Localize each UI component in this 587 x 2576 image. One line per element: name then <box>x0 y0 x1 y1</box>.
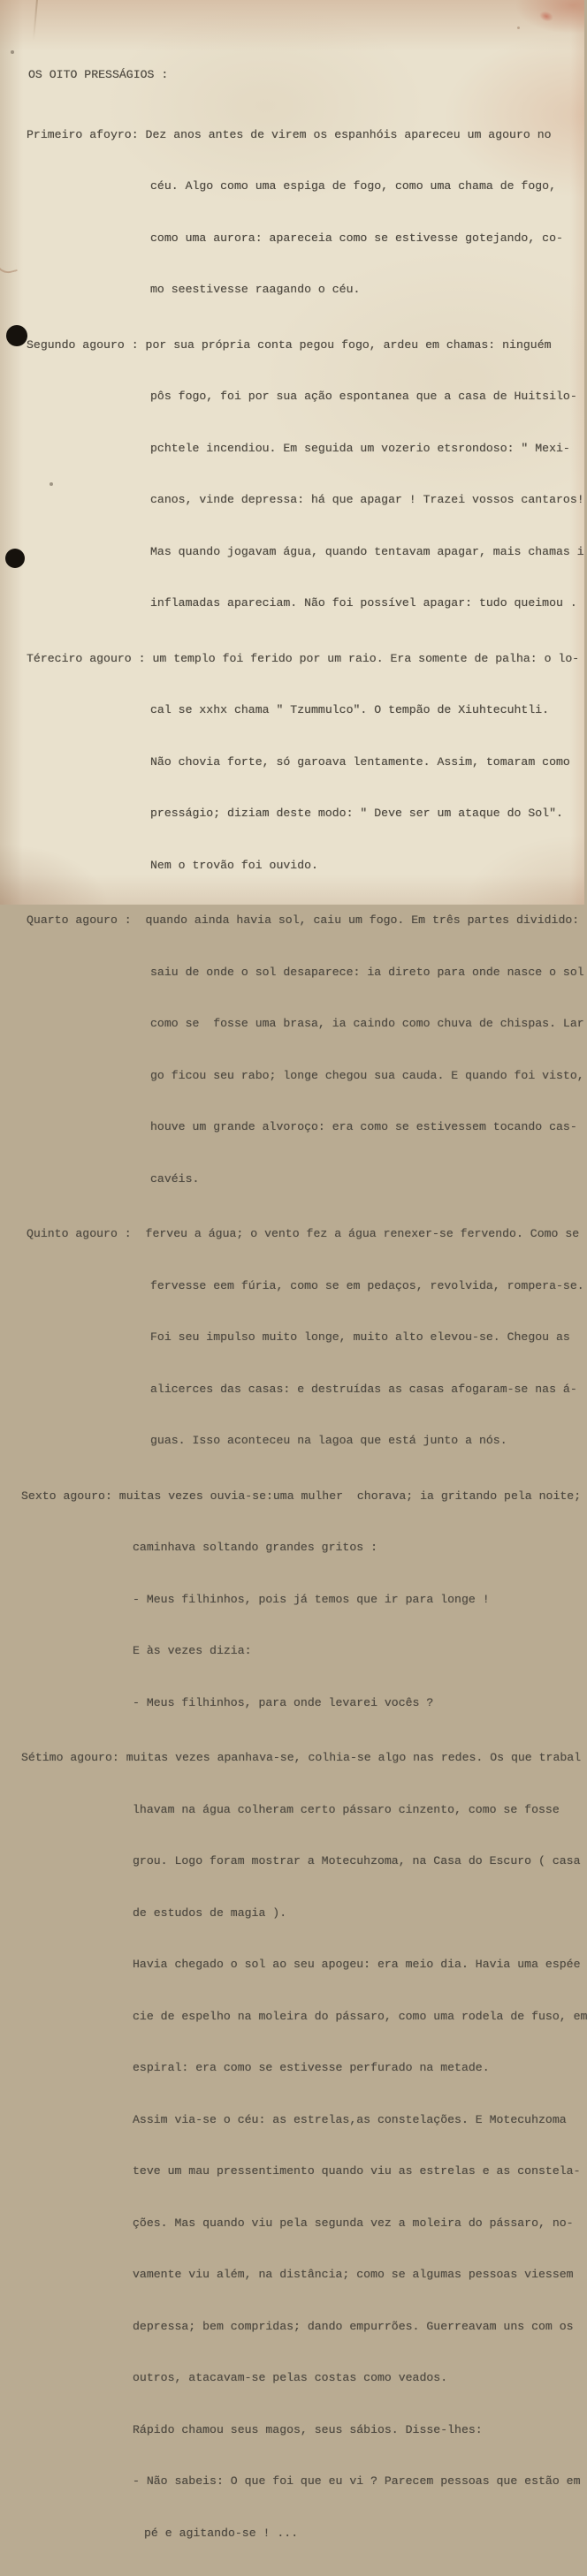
document-line: Não chovia forte, só garoava lentamente. Assim, tomaram como <box>150 754 570 769</box>
hole-punch-dot <box>6 325 27 346</box>
document-title: OS OITO PRESSÁGIOS : <box>28 68 169 81</box>
document-line: grou. Logo foram mostrar a Motecuhzoma, na Casa do Escuro ( casa <box>133 1854 581 1868</box>
document-line: guas. Isso aconteceu na lagoa que está junto a nós. <box>150 1434 507 1447</box>
document-line: go ficou seu rabo; longe chegou sua cauda. E quando foi visto, <box>150 1068 584 1082</box>
document-line: - Não sabeis: O que foi que eu vi ? Parecem pessoas que estão em <box>133 2474 581 2488</box>
document-line: Assim via-se o céu: as estrelas,as constelações. E Motecuhzoma <box>133 2112 567 2126</box>
document-line: Quinto agouro : ferveu a água; o vento fez a água renexer-se fervendo. Como se <box>27 1227 580 1240</box>
document-line: Sétimo agouro: muitas vezes apanhava-se, colhia-se algo nas redes. Os que trabal <box>21 1751 582 1764</box>
document-line: Rápido chamou seus magos, seus sábios. Disse-lhes: <box>133 2422 483 2436</box>
document-line: Nem o trovão foi ouvido. <box>150 858 318 872</box>
document-line: alicerces das casas: e destruídas as casas afogaram-se nas á- <box>150 1382 577 1396</box>
document-line: Foi seu impulso muito longe, muito alto elevou-se. Chegou as <box>150 1330 570 1344</box>
document-line: cie de espelho na moleira do pássaro, como uma rodela de fuso, em <box>133 2009 587 2023</box>
document-line: Segundo agouro : por sua própria conta pegou fogo, ardeu em chamas: ninguém <box>27 337 552 352</box>
document-line: pôs fogo, foi por sua ação espontanea que a casa de Huitsilo- <box>150 390 577 403</box>
document-line: como se fosse uma brasa, ia caindo como chuva de chispas. Lar <box>150 1017 584 1030</box>
document-line: E às vezes dizia: <box>133 1644 252 1657</box>
document-line: Primeiro afoyro: Dez anos antes de virem os espanhóis apareceu um agouro no <box>27 127 552 141</box>
document-line: - Meus filhinhos, pois já temos que ir para longe ! <box>133 1592 490 1606</box>
typewritten-text <box>0 32 587 2576</box>
document-line: cavéis. <box>150 1171 200 1186</box>
document-line: pchtele incendiou. Em seguida um vozerio etsrondoso: " Mexi- <box>150 441 570 455</box>
hole-punch-dot <box>5 549 25 568</box>
document-line: espiral: era como se estivesse perfurado na metade. <box>133 2061 490 2074</box>
document-line: cal se xxhx chama " Tzummulco". O tempão de Xiuhtecuhtli. <box>150 703 550 716</box>
document-line: presságio; diziam deste modo: " Deve ser um ataque do Sol". <box>150 807 563 820</box>
document-line: caminhava soltando grandes gritos : <box>133 1541 377 1554</box>
document-line: ções. Mas quando viu pela segunda vez a moleira do pássaro, no- <box>133 2216 574 2230</box>
document-line: fervesse eem fúria, como se em pedaços, revolvida, rompera-se. <box>150 1278 584 1292</box>
document-line: depressa; bem compridas; dando empurrões. Guerreavam uns com os <box>133 2319 574 2333</box>
document-line: outros, atacavam-se pelas costas como veados. <box>133 2371 448 2384</box>
document-line: Havia chegado o sol ao seu apogeu: era meio dia. Havia uma espée <box>133 1958 581 1971</box>
document-line: houve um grande alvoroço: era como se estivessem tocando cas- <box>150 1120 577 1133</box>
document-line: inflamadas apareciam. Não foi possível apagar: tudo queimou . <box>150 596 577 610</box>
document-line: canos, vinde depressa: há que apagar ! Trazei vossos cantaros! <box>150 493 584 506</box>
document-line: Quarto agouro : quando ainda havia sol, caiu um fogo. Em três partes dividido: <box>27 913 580 927</box>
document-line: Mas quando jogavam água, quando tentavam apagar, mais chamas i <box>150 544 584 558</box>
document-line: de estudos de magia ). <box>133 1905 287 1920</box>
document-line: teve um mau pressentimento quando viu as estrelas e as constela- <box>133 2164 581 2178</box>
paper-speck <box>517 27 520 29</box>
document-line: Téreciro agouro : um templo foi ferido por um raio. Era somente de palha: o lo- <box>27 651 580 665</box>
document-line: mo seestivesse raagando o céu. <box>150 283 361 296</box>
document-line: - Meus filhinhos, para onde levarei vocês ? <box>133 1695 434 1709</box>
ink-smudge <box>538 10 555 23</box>
document-line: Sexto agouro: muitas vezes ouvia-se:uma mulher chorava; ia gritando pela noite; <box>21 1489 582 1503</box>
document-line: como uma aurora: apareceia como se estivesse gotejando, co- <box>150 231 563 245</box>
document-line: pé e agitando-se ! ... <box>144 2526 299 2540</box>
document-line: lhavam na água colheram certo pássaro cinzento, como se fosse <box>133 1802 560 1816</box>
document-line: céu. Algo como uma espiga de fogo, como uma chama de fogo, <box>150 179 556 193</box>
document-line: saiu de onde o sol desaparece: ia direto para onde nasce o sol <box>150 965 584 979</box>
document-line: vamente viu além, na distância; como se algumas pessoas viessem <box>133 2268 574 2281</box>
